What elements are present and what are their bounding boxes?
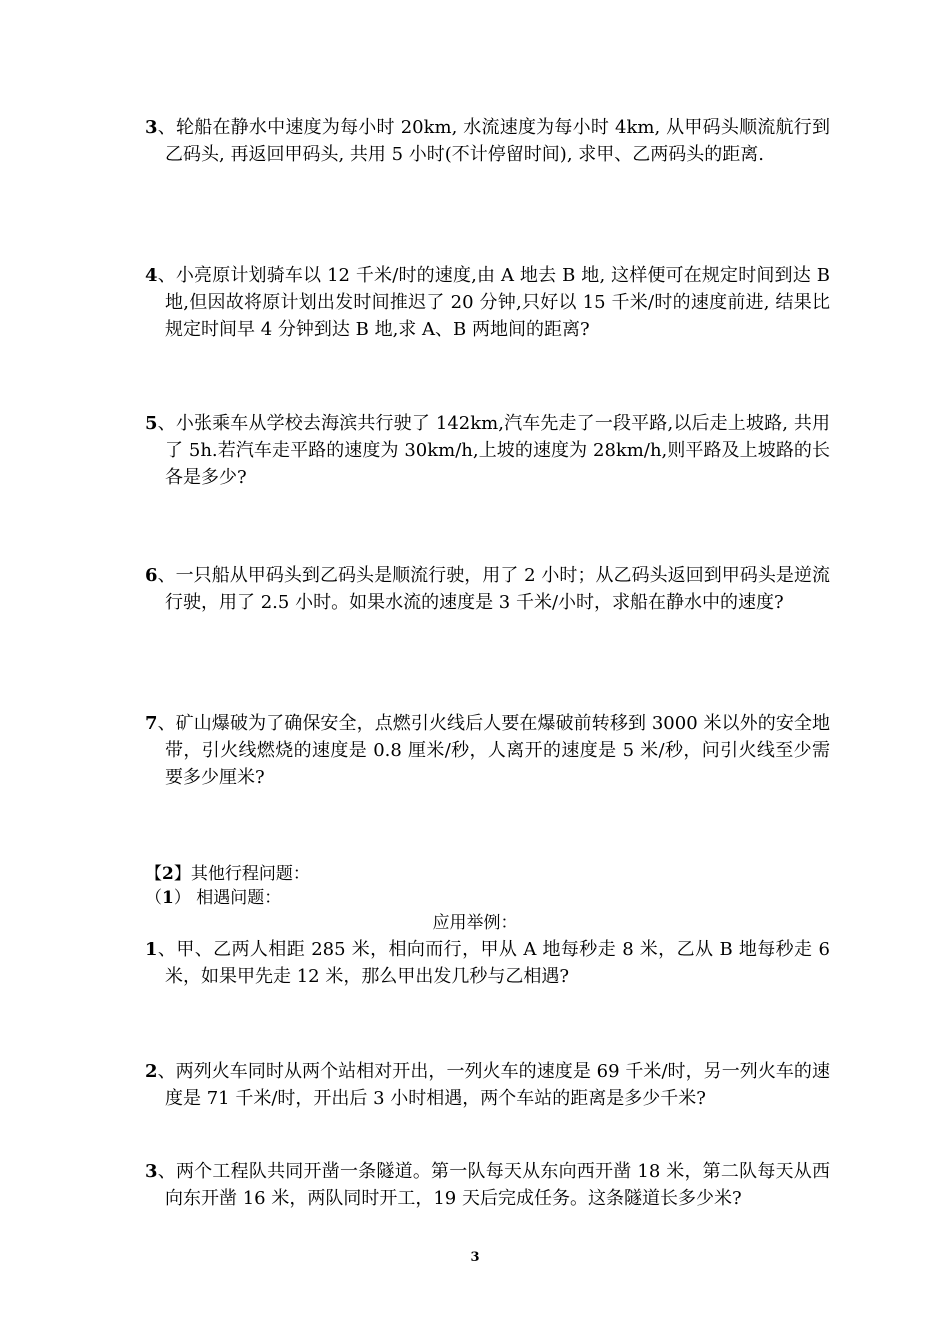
- problem-6: [145, 562, 830, 616]
- problem-number: 6: [145, 565, 158, 586]
- problem-text: 、一只船从甲码头到乙码头是顺流行驶，用了 2 小时；从乙码头返回到甲码头是逆流行驶，用了 2.5 小时。如果水流的速度是 3 千米/小时，求船在静水中的速度?: [157, 565, 830, 613]
- problem-number: 5: [145, 413, 158, 434]
- problem-3a: [145, 114, 830, 168]
- subsection-title: （1） 相遇问题：: [145, 888, 282, 908]
- problem-number: 3: [145, 117, 158, 138]
- problem-1: [145, 936, 830, 990]
- problem-text: 、两列火车同时从两个站相对开出，一列火车的速度是 69 千米/时，另一列火车的速度是 71 千米/时，开出后 3 小时相遇，两个车站的距离是多少千米?: [157, 1061, 830, 1109]
- problem-number: 3: [145, 1161, 158, 1182]
- section-title: 【2】其他行程问题：: [145, 864, 310, 884]
- problem-7: [145, 710, 830, 791]
- problem-number: 7: [145, 713, 158, 734]
- problem-text: 、两个工程队共同开凿一条隧道。第一队每天从东向西开凿 18 米，第二队每天从西向东开凿 16 米，两队同时开工，19 天后完成任务。这条隧道长多少米?: [157, 1161, 830, 1209]
- problem-3b: [145, 1158, 830, 1212]
- problem-number: 1: [145, 939, 158, 960]
- problem-5: [145, 410, 830, 491]
- page-number: 3: [470, 1250, 480, 1265]
- examples-label: 应用举例：: [432, 913, 518, 933]
- problem-2: [145, 1058, 830, 1112]
- problem-text: 、矿山爆破为了确保安全，点燃引火线后人要在爆破前转移到 3000 米以外的安全地带，引火线燃烧的速度是 0.8 厘米/秒，人离开的速度是 5 米/秒，问引火线至少需要多少厘米?: [157, 713, 830, 788]
- problem-text: 、小亮原计划骑车以 12 千米/时的速度,由 A 地去 B 地, 这样便可在规定时间到达 B 地,但因故将原计划出发时间推迟了 20 分钟,只好以 15 千米/时的速度前进, 结果比规定时间早 4 分钟到达 B 地,求 A、B 两地间的距离?: [157, 265, 830, 340]
- problem-4: [145, 262, 830, 343]
- problem-text: 、轮船在静水中速度为每小时 20km, 水流速度为每小时 4km, 从甲码头顺流航行到乙码头, 再返回甲码头, 共用 5 小时(不计停留时间), 求甲、乙两码头的距离.: [157, 117, 830, 165]
- problem-text: 、甲、乙两人相距 285 米，相向而行，甲从 A 地每秒走 8 米，乙从 B 地每秒走 6 米，如果甲先走 12 米，那么甲出发几秒与乙相遇?: [157, 939, 830, 987]
- problem-number: 2: [145, 1061, 158, 1082]
- problem-text: 、小张乘车从学校去海滨共行驶了 142km,汽车先走了一段平路,以后走上坡路, 共用了 5h.若汽车走平路的速度为 30km/h,上坡的速度为 28km/h,则平路及上坡路的长各是多少?: [157, 413, 830, 488]
- problem-number: 4: [145, 265, 158, 286]
